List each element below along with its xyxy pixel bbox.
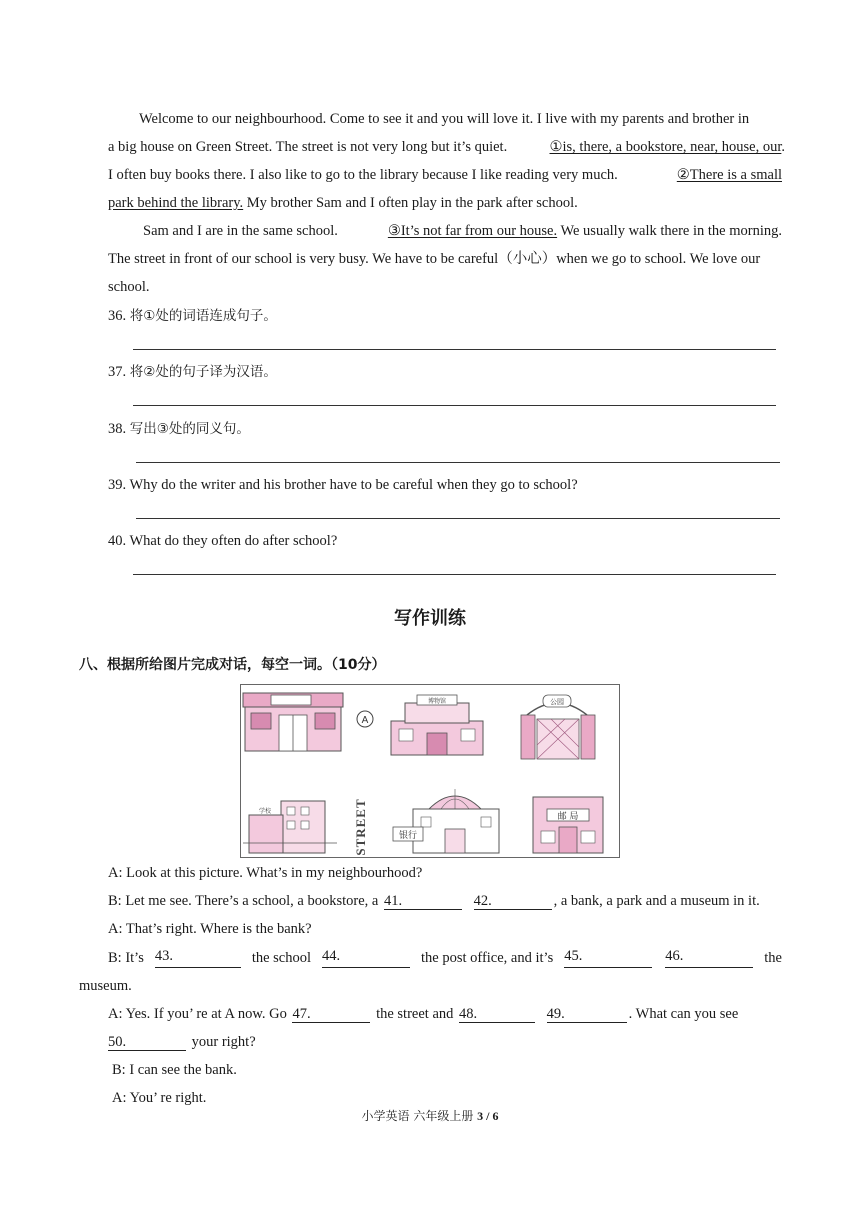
- blank-49[interactable]: 49.: [547, 1006, 627, 1023]
- school-building: [243, 801, 337, 853]
- passage-text: .: [781, 139, 785, 155]
- park-gate: [521, 695, 595, 759]
- neighbourhood-illustration: [241, 685, 619, 857]
- dialogue-text: the: [764, 950, 782, 966]
- bookstore-building: [243, 693, 343, 751]
- dialogue-text: the school: [251, 950, 312, 966]
- dialogue-line: A: That’s right. Where is the bank?: [108, 921, 312, 937]
- dialogue-text: . What can you see: [628, 1006, 739, 1022]
- passage-text: Sam and I are in the same school.: [143, 223, 338, 239]
- blank-43[interactable]: 43.: [155, 948, 241, 968]
- museum-sign: 博物馆: [427, 698, 447, 705]
- blank-44[interactable]: 44.: [322, 948, 410, 968]
- dialogue-text: B: It’s: [108, 950, 144, 966]
- bank-building: [393, 789, 499, 853]
- passage-segment: [388, 221, 782, 241]
- marker-a: [357, 711, 373, 727]
- answer-line-38[interactable]: [136, 462, 780, 463]
- blank-47[interactable]: 47.: [292, 1006, 370, 1023]
- section-heading: 八、根据所给图片完成对话，每空一词。（10分）: [79, 657, 386, 673]
- dialogue-line: A: You’ re right.: [112, 1090, 207, 1106]
- passage-line: The street in front of our school is very busy. We have to be careful（小心）when we go to school. We love our: [108, 251, 761, 267]
- passage-line: school.: [108, 279, 150, 295]
- answer-line-39[interactable]: [136, 518, 780, 519]
- underlined-sentence-2: ②There is a small: [676, 167, 782, 183]
- underlined-sentence-3: ③It’s not far from our house.: [387, 223, 558, 239]
- blank-45[interactable]: 45.: [564, 948, 652, 968]
- question-number: 36.: [108, 308, 127, 324]
- dialogue-text: the post office, and it’s: [421, 950, 554, 966]
- section-title: 写作训练: [394, 608, 466, 629]
- neighbourhood-picture: [240, 684, 620, 858]
- underlined-sentence-2-cont: park behind the library.: [108, 195, 244, 211]
- blank-41[interactable]: 41.: [384, 893, 462, 910]
- passage-line: [108, 137, 785, 157]
- underlined-phrase-1: ①is, there, a bookstore, near, house, our: [549, 139, 782, 155]
- dialogue-text: B: Let me see. There’s a school, a bookstore, a: [108, 893, 379, 909]
- question-number: 37.: [108, 364, 127, 380]
- blank-46[interactable]: 46.: [665, 948, 753, 968]
- question-39: [108, 475, 578, 495]
- dialogue-text: the street and: [376, 1006, 454, 1022]
- post-office-building: [533, 797, 603, 853]
- footer-text: 小学英语 六年级上册: [361, 1109, 474, 1123]
- question-text: 将①处的词语连成句子。: [129, 308, 277, 324]
- question-number: 40.: [108, 533, 127, 549]
- blank-50[interactable]: 50.: [108, 1034, 186, 1051]
- dialogue-line: [108, 948, 782, 968]
- passage-line: [143, 221, 782, 241]
- dialogue-text: , a bank, a park and a museum in it.: [553, 893, 760, 909]
- park-sign: 公园: [550, 698, 564, 706]
- question-38: [108, 419, 250, 439]
- question-40: [108, 531, 337, 551]
- answer-line-37[interactable]: [133, 405, 776, 406]
- question-number: 39.: [108, 477, 127, 493]
- passage-text: I often buy books there. I also like to go to the library because I like reading very much.: [108, 167, 618, 183]
- answer-line-40[interactable]: [133, 574, 776, 575]
- dialogue-line: [108, 1004, 738, 1024]
- passage-segment: [550, 137, 786, 157]
- dialogue-text: A: Yes. If you’ re at A now. Go: [108, 1006, 287, 1022]
- page-footer: [0, 1107, 860, 1124]
- dialogue-line: [108, 891, 760, 911]
- dialogue-line: B: I can see the bank.: [112, 1062, 237, 1078]
- passage-line: [108, 165, 782, 185]
- passage-text: a big house on Green Street. The street is not very long but it’s quiet.: [108, 139, 508, 155]
- passage-text: We usually walk there in the morning.: [557, 223, 782, 239]
- question-37: [108, 362, 277, 382]
- question-text: 写出③处的同义句。: [129, 421, 250, 437]
- post-office-sign: 邮 局: [557, 812, 579, 822]
- question-number: 38.: [108, 421, 127, 437]
- blank-48[interactable]: 48.: [459, 1006, 535, 1023]
- dialogue-line: museum.: [79, 978, 132, 994]
- dialogue-line: [108, 1032, 256, 1052]
- question-36: [108, 306, 277, 326]
- street-label: STREET: [353, 798, 368, 856]
- bank-sign: 银行: [398, 831, 418, 841]
- passage-line: Welcome to our neighbourhood. Come to see it and you will love it. I live with my parents and brother in: [139, 111, 750, 127]
- dialogue-line: A: Look at this picture. What’s in my neighbourhood?: [108, 865, 423, 881]
- question-text: 将②处的句子译为汉语。: [129, 364, 277, 380]
- museum-building: [391, 695, 483, 755]
- dialogue-text: your right?: [191, 1034, 256, 1050]
- question-text: Why do the writer and his brother have to be careful when they go to school?: [129, 477, 578, 493]
- question-text: What do they often do after school?: [129, 533, 338, 549]
- page-number: 3 / 6: [477, 1109, 499, 1123]
- passage-line: [108, 193, 578, 213]
- marker-a-label: A: [361, 715, 369, 726]
- school-sign: 学校: [258, 808, 272, 815]
- blank-42[interactable]: 42.: [474, 893, 552, 910]
- passage-text: My brother Sam and I often play in the park after school.: [243, 195, 578, 211]
- answer-line-36[interactable]: [133, 349, 776, 350]
